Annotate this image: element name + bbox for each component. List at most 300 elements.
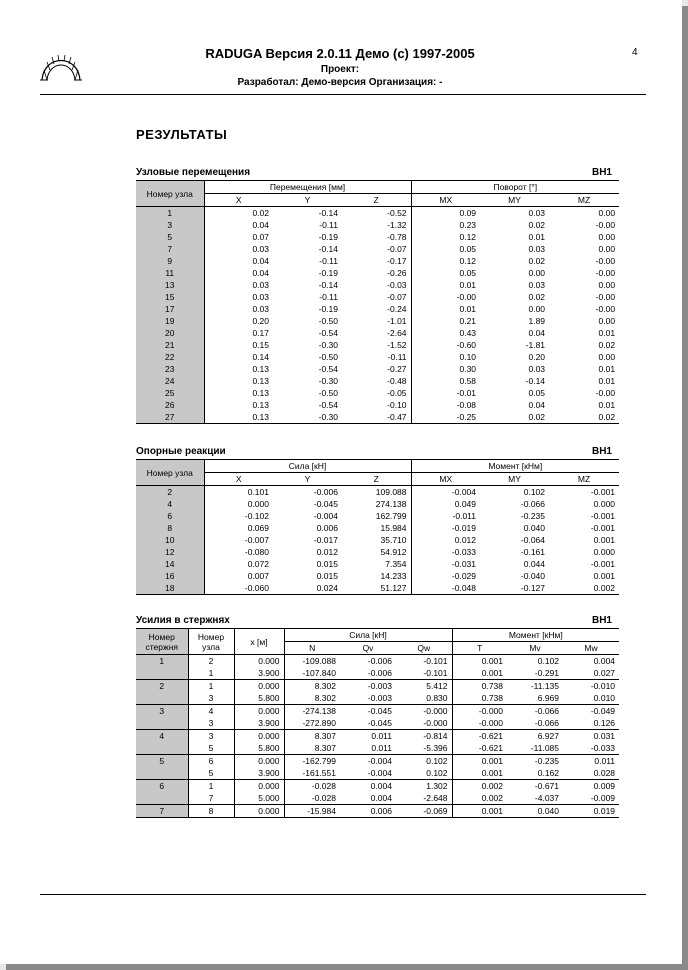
- table-row: [136, 534, 619, 546]
- value-cell: -0.10: [387, 400, 407, 410]
- value-cell: 0.10: [411, 351, 480, 363]
- node-id-cell: 13: [136, 279, 204, 291]
- value-cell: -0.060: [204, 582, 273, 595]
- value-cell: -0.00: [411, 291, 480, 303]
- value-cell: 0.01: [598, 400, 616, 410]
- table-row: [136, 667, 619, 680]
- value-cell: 0.001: [452, 805, 507, 818]
- value-cell: 0.006: [316, 523, 338, 533]
- value-cell: 0.13: [204, 375, 273, 387]
- value-cell: 5.800: [234, 692, 284, 705]
- node-id-cell: 3: [188, 692, 234, 705]
- bar-id-cell: 3: [136, 705, 188, 730]
- value-cell: -0.00: [595, 388, 616, 398]
- value-cell: 0.012: [411, 534, 480, 546]
- table-row: [136, 705, 619, 718]
- value-cell: -0.101: [423, 668, 448, 678]
- node-id-cell: 22: [136, 351, 204, 363]
- node-id-cell: 24: [136, 375, 204, 387]
- forces-table: [136, 628, 619, 818]
- col-header: N: [284, 642, 340, 655]
- table-row: [136, 546, 619, 558]
- table-row: [136, 730, 619, 743]
- value-cell: -0.033: [590, 743, 616, 753]
- value-cell: 0.044: [523, 559, 546, 569]
- value-cell: 0.001: [452, 655, 507, 668]
- value-cell: 0.13: [204, 399, 273, 411]
- value-cell: -0.00: [595, 256, 616, 266]
- value-cell: 0.102: [426, 768, 448, 778]
- value-cell: 0.102: [396, 755, 452, 768]
- col-header: Y: [273, 473, 342, 486]
- value-cell: -0.069: [396, 805, 452, 818]
- table-row: [136, 767, 619, 780]
- value-cell: 274.138: [375, 499, 407, 509]
- value-cell: 0.15: [204, 339, 273, 351]
- value-cell: 0.12: [411, 231, 480, 243]
- reactions-load-case: ВН1: [591, 446, 612, 457]
- value-cell: 0.102: [523, 487, 546, 497]
- value-cell: 0.00: [598, 232, 616, 242]
- value-cell: 0.00: [598, 352, 616, 362]
- value-cell: -0.19: [318, 304, 338, 314]
- value-cell: -0.14: [318, 280, 338, 290]
- value-cell: 0.001: [593, 535, 616, 545]
- table-row: [136, 291, 619, 303]
- value-cell: 0.040: [523, 523, 546, 533]
- value-cell: 0.001: [452, 767, 507, 780]
- value-cell: 0.21: [411, 315, 480, 327]
- value-cell: -0.00: [595, 292, 616, 302]
- value-cell: -109.088: [284, 655, 340, 668]
- value-cell: 0.072: [204, 558, 273, 570]
- node-id-cell: 17: [136, 303, 204, 315]
- table-row: [136, 717, 619, 730]
- value-cell: 0.04: [204, 255, 273, 267]
- node-id-cell: 4: [136, 498, 204, 510]
- value-cell: 0.000: [234, 755, 284, 768]
- value-cell: 0.17: [204, 327, 273, 339]
- value-cell: 0.14: [204, 351, 273, 363]
- value-cell: 0.049: [411, 498, 480, 510]
- value-cell: -0.235: [520, 511, 546, 521]
- table-row: [136, 363, 619, 375]
- col-header: Mw: [563, 642, 619, 655]
- node-id-cell: 4: [188, 705, 234, 718]
- value-cell: -0.671: [507, 780, 563, 793]
- table-row: [136, 315, 619, 327]
- value-cell: 0.001: [452, 667, 507, 680]
- node-id-cell: 3: [188, 717, 234, 730]
- value-cell: -0.066: [507, 705, 563, 718]
- value-cell: 0.01: [598, 364, 616, 374]
- results-heading: РЕЗУЛЬТАТЫ: [136, 127, 228, 142]
- value-cell: -0.001: [590, 487, 616, 497]
- value-cell: -272.890: [284, 717, 340, 730]
- value-cell: -0.028: [284, 780, 340, 793]
- node-id-cell: 2: [136, 486, 204, 499]
- value-cell: -0.000: [452, 717, 507, 730]
- value-cell: -0.27: [387, 364, 407, 374]
- page-shadow-right: [682, 6, 688, 970]
- value-cell: -161.551: [284, 767, 340, 780]
- value-cell: 0.011: [563, 755, 619, 768]
- table-row: [136, 351, 619, 363]
- value-cell: -0.033: [411, 546, 480, 558]
- value-cell: 0.58: [411, 375, 480, 387]
- value-cell: -1.01: [387, 316, 407, 326]
- value-cell: -0.14: [318, 244, 338, 254]
- node-id-cell: 19: [136, 315, 204, 327]
- value-cell: 0.02: [528, 256, 546, 266]
- value-cell: -0.235: [507, 755, 563, 768]
- displacements-node-header: Номер узла: [136, 181, 204, 207]
- value-cell: -0.14: [318, 208, 338, 218]
- value-cell: 0.024: [273, 582, 342, 595]
- value-cell: -0.031: [411, 558, 480, 570]
- value-cell: 0.01: [411, 303, 480, 315]
- value-cell: -2.64: [387, 328, 407, 338]
- value-cell: -0.003: [367, 693, 392, 703]
- value-cell: 0.000: [234, 655, 284, 668]
- value-cell: 109.088: [375, 487, 407, 497]
- value-cell: -0.00: [595, 304, 616, 314]
- value-cell: 3.900: [234, 767, 284, 780]
- value-cell: -0.05: [387, 388, 407, 398]
- value-cell: 0.002: [549, 582, 619, 595]
- col-header: Z: [342, 473, 411, 486]
- value-cell: -0.004: [340, 755, 396, 768]
- value-cell: -0.54: [318, 328, 338, 338]
- value-cell: 0.002: [452, 792, 507, 805]
- value-cell: 0.01: [528, 232, 546, 242]
- table-row: [136, 692, 619, 705]
- node-id-cell: 7: [136, 243, 204, 255]
- node-id-cell: 8: [136, 522, 204, 534]
- value-cell: -0.19: [318, 268, 338, 278]
- table-row: [136, 522, 619, 534]
- value-cell: 1.89: [528, 316, 546, 326]
- value-cell: -0.004: [313, 511, 338, 521]
- value-cell: 0.02: [204, 207, 273, 220]
- value-cell: 0.03: [204, 279, 273, 291]
- col-header: MY: [480, 473, 549, 486]
- value-cell: -0.621: [452, 730, 507, 743]
- value-cell: 0.03: [204, 243, 273, 255]
- value-cell: -0.60: [411, 339, 480, 351]
- node-id-cell: 11: [136, 267, 204, 279]
- value-cell: -0.011: [411, 510, 480, 522]
- col-header: X: [204, 473, 273, 486]
- value-cell: -0.30: [273, 411, 342, 424]
- value-cell: 0.03: [528, 280, 546, 290]
- value-cell: -0.064: [520, 535, 546, 545]
- value-cell: -0.30: [318, 376, 338, 386]
- col-header: MY: [480, 194, 549, 207]
- value-cell: -0.029: [411, 570, 480, 582]
- value-cell: -0.50: [318, 388, 338, 398]
- value-cell: -0.07: [387, 292, 407, 302]
- value-cell: -0.11: [319, 292, 338, 302]
- value-cell: 0.01: [411, 279, 480, 291]
- displacements-group1-header: Перемещения [мм]: [204, 181, 411, 194]
- value-cell: 15.984: [380, 523, 407, 533]
- value-cell: 0.05: [528, 388, 546, 398]
- value-cell: -0.24: [387, 304, 407, 314]
- col-header: MX: [411, 473, 480, 486]
- value-cell: 0.162: [537, 768, 560, 778]
- page-shadow-bottom: [6, 964, 688, 970]
- header-rule: [40, 94, 646, 95]
- value-cell: -0.52: [387, 208, 407, 218]
- node-id-cell: 20: [136, 327, 204, 339]
- value-cell: -0.17: [387, 256, 407, 266]
- table-row: [136, 755, 619, 768]
- value-cell: 0.015: [316, 559, 338, 569]
- value-cell: -1.52: [387, 340, 407, 350]
- value-cell: 3.900: [234, 717, 284, 730]
- value-cell: 0.03: [204, 303, 273, 315]
- value-cell: -0.78: [387, 232, 407, 242]
- value-cell: 0.03: [204, 291, 273, 303]
- table-row: [136, 792, 619, 805]
- bar-id-cell: 6: [136, 780, 188, 805]
- value-cell: -0.006: [367, 668, 392, 678]
- value-cell: -0.814: [396, 730, 452, 743]
- value-cell: 0.738: [452, 692, 507, 705]
- value-cell: 0.00: [528, 304, 546, 314]
- table-row: [136, 680, 619, 693]
- value-cell: 5.000: [234, 792, 284, 805]
- value-cell: -0.000: [396, 705, 452, 718]
- table-row: [136, 582, 619, 595]
- value-cell: -0.045: [340, 705, 396, 718]
- value-cell: -0.54: [318, 364, 338, 374]
- table-row: [136, 279, 619, 291]
- value-cell: 0.012: [316, 547, 338, 557]
- node-id-cell: 5: [188, 767, 234, 780]
- value-cell: 0.03: [528, 208, 546, 218]
- value-cell: -0.040: [520, 571, 546, 581]
- col-header: Qv: [340, 642, 396, 655]
- reactions-title: Опорные реакции: [136, 446, 226, 457]
- forces-load-case: ВН1: [591, 615, 612, 626]
- value-cell: -0.50: [318, 352, 338, 362]
- table-row: [136, 780, 619, 793]
- value-cell: -0.102: [204, 510, 273, 522]
- value-cell: 0.102: [537, 656, 560, 666]
- raduga-arch-logo: [38, 40, 84, 84]
- node-id-cell: 3: [188, 730, 234, 743]
- node-id-cell: 1: [188, 680, 234, 693]
- table-row: [136, 498, 619, 510]
- displacements-title: Узловые перемещения: [136, 167, 251, 178]
- value-cell: 0.126: [593, 718, 616, 728]
- value-cell: -0.54: [318, 400, 338, 410]
- value-cell: 0.04: [204, 219, 273, 231]
- value-cell: -0.009: [590, 793, 616, 803]
- table-row: [136, 510, 619, 522]
- table-row: [136, 486, 619, 499]
- value-cell: 0.000: [204, 498, 273, 510]
- report-header-developer: Разработал: Демо-версия Организация: -: [237, 77, 443, 88]
- value-cell: 0.09: [411, 207, 480, 220]
- value-cell: -0.006: [367, 656, 392, 666]
- reactions-table: [136, 459, 619, 595]
- table-row: [136, 558, 619, 570]
- value-cell: -0.00: [595, 220, 616, 230]
- table-row: [136, 267, 619, 279]
- node-id-cell: 3: [136, 219, 204, 231]
- value-cell: -0.47: [342, 411, 411, 424]
- bar-id-cell: 4: [136, 730, 188, 755]
- value-cell: -11.135: [507, 680, 563, 693]
- table-row: [136, 255, 619, 267]
- value-cell: 54.912: [380, 547, 407, 557]
- forces-node-header: Номер узла: [188, 629, 234, 655]
- value-cell: 0.000: [234, 730, 284, 743]
- node-id-cell: 7: [188, 792, 234, 805]
- value-cell: 162.799: [375, 511, 407, 521]
- value-cell: 0.004: [340, 780, 396, 793]
- value-cell: -0.291: [534, 668, 560, 678]
- value-cell: 0.02: [528, 292, 546, 302]
- table-row: [136, 219, 619, 231]
- value-cell: 1.302: [396, 780, 452, 793]
- value-cell: 0.028: [593, 768, 616, 778]
- table-row: [136, 339, 619, 351]
- forces-bar-header: Номер стержня: [136, 629, 188, 655]
- footer-rule: [40, 894, 646, 895]
- value-cell: 5.412: [396, 680, 452, 693]
- value-cell: -0.066: [534, 718, 560, 728]
- node-id-cell: 15: [136, 291, 204, 303]
- value-cell: 0.02: [528, 220, 546, 230]
- value-cell: 0.03: [528, 244, 546, 254]
- value-cell: -0.003: [340, 680, 396, 693]
- node-id-cell: 12: [136, 546, 204, 558]
- value-cell: -0.007: [204, 534, 273, 546]
- reactions-node-header: Номер узла: [136, 460, 204, 486]
- forces-title: Усилия в стержнях: [136, 615, 230, 626]
- col-header: X: [204, 194, 273, 207]
- col-header: MX: [411, 194, 480, 207]
- value-cell: 6.969: [537, 693, 560, 703]
- value-cell: -0.066: [520, 499, 546, 509]
- value-cell: 0.23: [411, 219, 480, 231]
- bar-id-cell: 2: [136, 680, 188, 705]
- value-cell: -162.799: [284, 755, 340, 768]
- value-cell: 8.307: [284, 730, 340, 743]
- value-cell: -107.840: [284, 667, 340, 680]
- value-cell: 3.900: [234, 667, 284, 680]
- node-id-cell: 23: [136, 363, 204, 375]
- value-cell: 0.12: [411, 255, 480, 267]
- value-cell: 0.000: [593, 547, 616, 557]
- value-cell: -274.138: [284, 705, 340, 718]
- value-cell: -0.004: [411, 486, 480, 499]
- value-cell: 0.031: [563, 730, 619, 743]
- value-cell: -0.50: [318, 316, 338, 326]
- value-cell: -0.14: [525, 376, 546, 386]
- value-cell: -11.085: [530, 743, 560, 753]
- table-row: [136, 655, 619, 668]
- node-id-cell: 9: [136, 255, 204, 267]
- col-header: Qw: [396, 642, 452, 655]
- value-cell: -4.037: [534, 793, 560, 803]
- table-row: [136, 243, 619, 255]
- value-cell: 7.354: [385, 559, 407, 569]
- value-cell: 8.302: [284, 680, 340, 693]
- value-cell: 0.43: [411, 327, 480, 339]
- value-cell: -0.000: [423, 718, 448, 728]
- value-cell: 0.01: [598, 376, 616, 386]
- value-cell: 0.05: [411, 267, 480, 279]
- value-cell: 0.001: [593, 571, 616, 581]
- value-cell: 0.011: [340, 730, 396, 743]
- value-cell: 0.004: [370, 793, 392, 803]
- node-id-cell: 25: [136, 387, 204, 399]
- value-cell: 0.13: [204, 411, 273, 424]
- node-id-cell: 16: [136, 570, 204, 582]
- value-cell: 14.233: [380, 571, 407, 581]
- value-cell: -0.049: [563, 705, 619, 718]
- value-cell: 0.004: [593, 656, 616, 666]
- value-cell: -0.001: [590, 523, 616, 533]
- table-row: [136, 805, 619, 818]
- value-cell: -0.048: [411, 582, 480, 595]
- node-id-cell: 6: [136, 510, 204, 522]
- value-cell: 0.13: [204, 363, 273, 375]
- value-cell: -0.019: [411, 522, 480, 534]
- value-cell: 8.302: [284, 692, 340, 705]
- value-cell: -2.648: [423, 793, 448, 803]
- value-cell: 0.01: [598, 328, 616, 338]
- value-cell: -0.006: [313, 487, 338, 497]
- displacements-table: [136, 180, 619, 424]
- value-cell: -1.81: [525, 340, 546, 350]
- value-cell: 0.00: [598, 280, 616, 290]
- node-id-cell: 14: [136, 558, 204, 570]
- displacements-load-case: ВН1: [591, 167, 612, 178]
- col-header: Z: [342, 194, 411, 207]
- node-id-cell: 5: [136, 231, 204, 243]
- value-cell: 0.20: [204, 315, 273, 327]
- value-cell: 0.000: [593, 499, 616, 509]
- value-cell: 0.07: [204, 231, 273, 243]
- node-id-cell: 5: [188, 742, 234, 755]
- displacements-group2-header: Поворот [°]: [411, 181, 619, 194]
- col-header: Mv: [507, 642, 563, 655]
- value-cell: 51.127: [342, 582, 411, 595]
- value-cell: -0.101: [423, 656, 448, 666]
- value-cell: 0.05: [411, 243, 480, 255]
- value-cell: 0.000: [234, 680, 284, 693]
- value-cell: -0.25: [411, 411, 480, 424]
- col-header: MZ: [549, 194, 619, 207]
- value-cell: 0.011: [371, 743, 392, 753]
- node-id-cell: 10: [136, 534, 204, 546]
- table-row: [136, 327, 619, 339]
- node-id-cell: 21: [136, 339, 204, 351]
- value-cell: 0.04: [204, 267, 273, 279]
- value-cell: 0.009: [563, 780, 619, 793]
- node-id-cell: 18: [136, 582, 204, 595]
- value-cell: 0.000: [234, 780, 284, 793]
- value-cell: 5.800: [234, 742, 284, 755]
- value-cell: 0.001: [452, 755, 507, 768]
- value-cell: 8.307: [284, 742, 340, 755]
